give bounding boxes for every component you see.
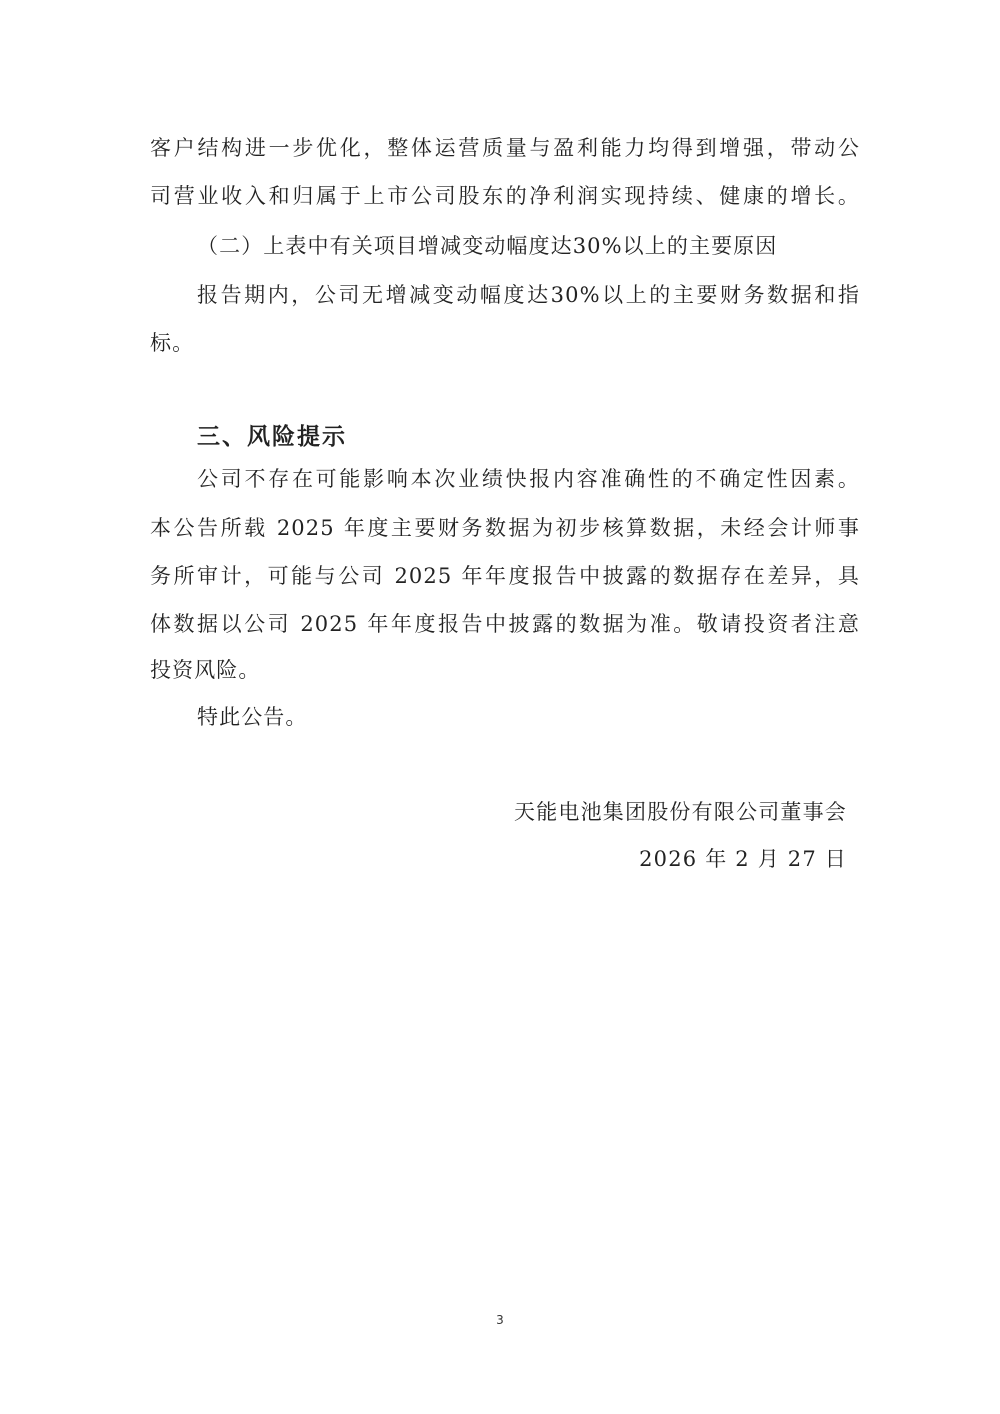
signature-date: 2026 年 2 月 27 日 <box>639 847 847 871</box>
paragraph-line: 标。 <box>150 331 195 355</box>
paragraph-line: 体数据以公司 2025 年年度报告中披露的数据为准。敬请投资者注意 <box>150 612 860 636</box>
section-heading: 三、风险提示 <box>197 424 347 450</box>
paragraph-line: 务所审计，可能与公司 2025 年年度报告中披露的数据存在差异，具 <box>150 564 860 588</box>
paragraph-line: 投资风险。 <box>150 658 261 682</box>
closing-text: 特此公告。 <box>197 705 308 729</box>
signature-company: 天能电池集团股份有限公司董事会 <box>514 800 847 824</box>
paragraph-line: 报告期内，公司无增减变动幅度达30%以上的主要财务数据和指 <box>197 283 860 307</box>
paragraph-line: 本公告所载 2025 年度主要财务数据为初步核算数据，未经会计师事 <box>150 516 860 540</box>
paragraph-line: 司营业收入和归属于上市公司股东的净利润实现持续、健康的增长。 <box>150 184 860 208</box>
paragraph-line: 客户结构进一步优化，整体运营质量与盈利能力均得到增强，带动公 <box>150 136 860 160</box>
subsection-title: （二）上表中有关项目增减变动幅度达30%以上的主要原因 <box>197 234 778 258</box>
page-number: 3 <box>496 1313 504 1327</box>
paragraph-line: 公司不存在可能影响本次业绩快报内容准确性的不确定性因素。 <box>197 467 860 491</box>
